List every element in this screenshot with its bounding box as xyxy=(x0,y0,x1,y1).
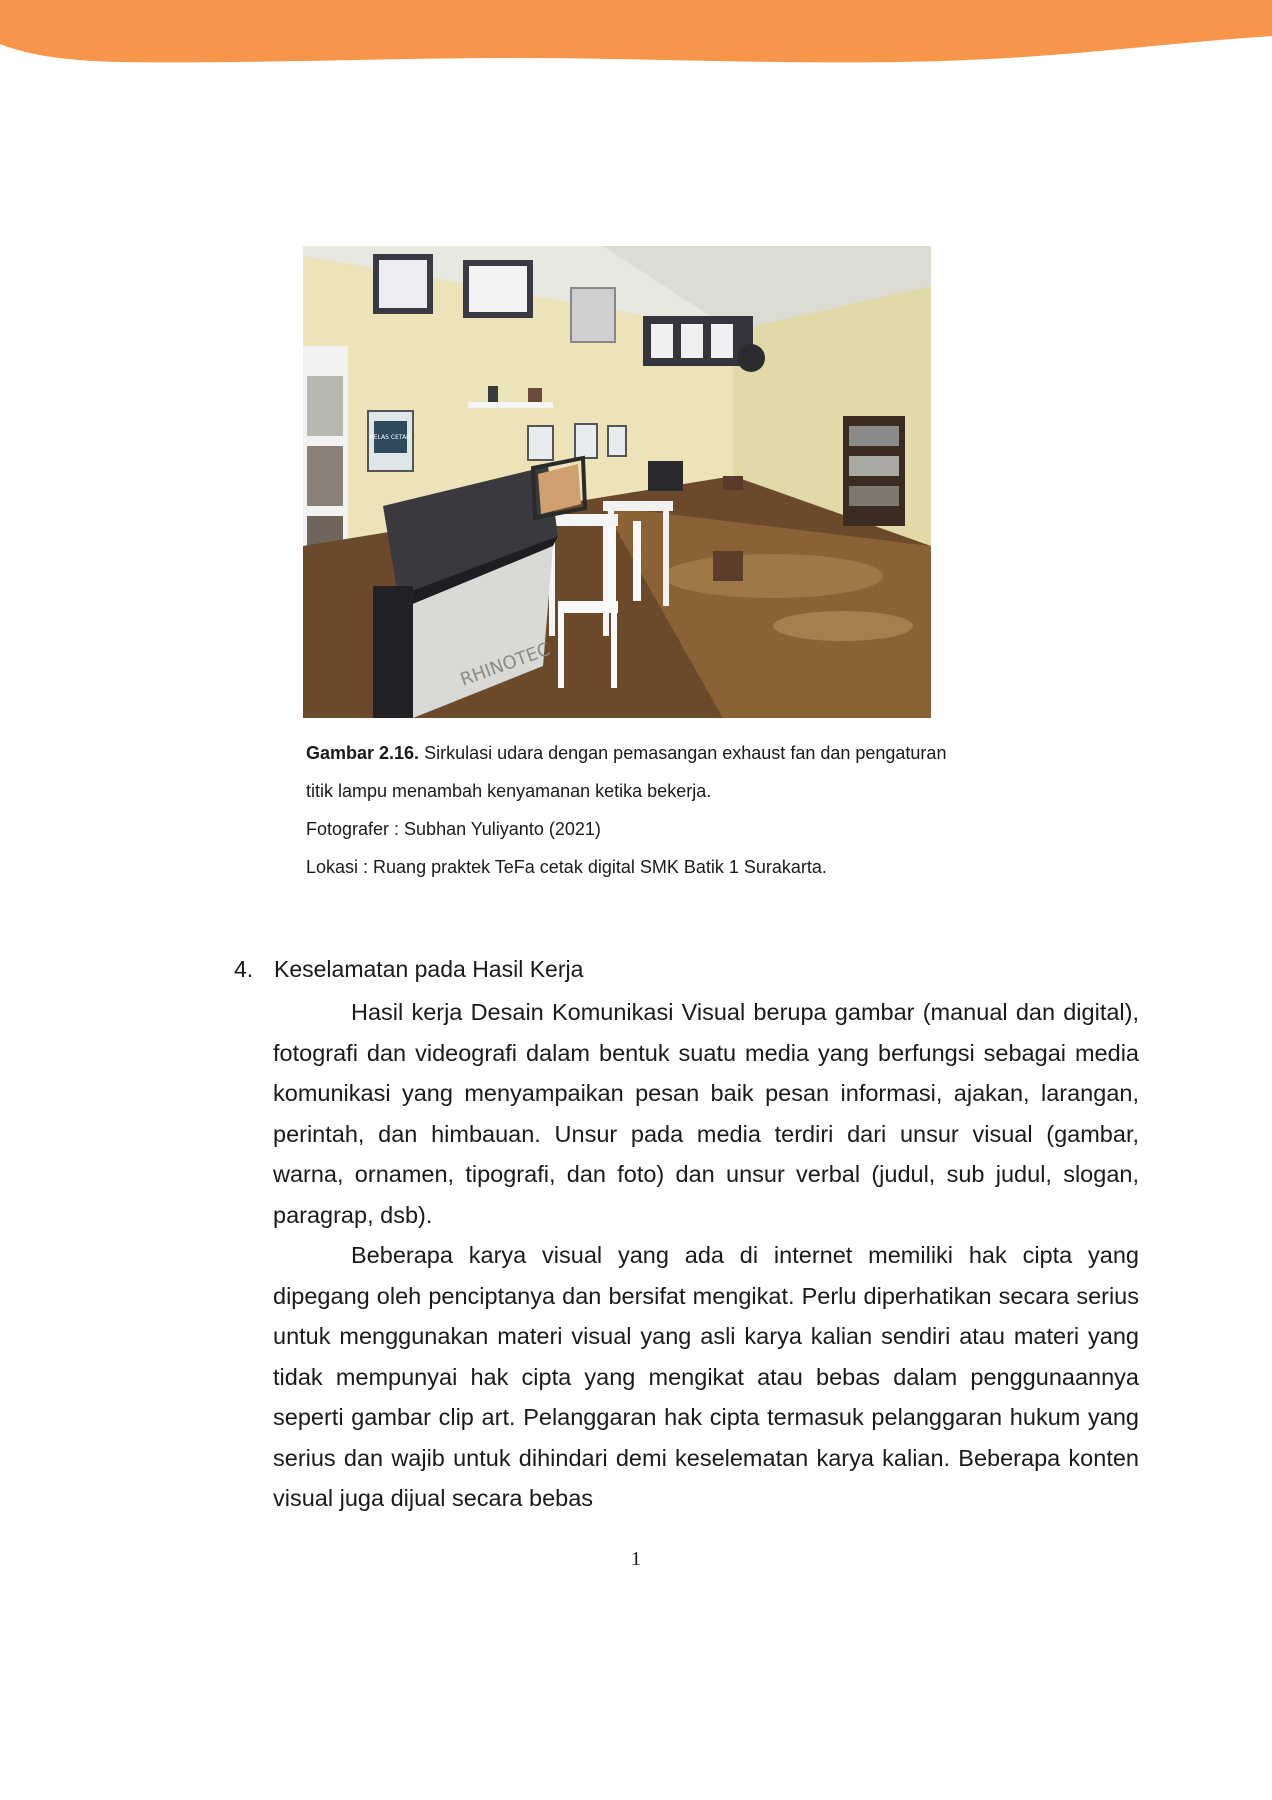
paragraph-2: Beberapa karya visual yang ada di internet memiliki hak cipta yang dipegang oleh penciptanya dan bersifat mengikat. Perlu diperhatikan secara serius untuk menggunakan materi visual yang asli karya kalian sendiri atau materi yang tidak mempunyai hak cipta yang mengikat atau bebas dalam penggunaannya seperti gambar clip art. Pelanggaran hak cipta termasuk pelanggaran hukum yang serius dan wajib untuk dihindari demi keselematan karya kalian. Beberapa konten visual juga dijual secara bebas xyxy=(273,1242,1139,1511)
page-number: 1 xyxy=(631,1548,641,1570)
caption-text-1: Sirkulasi udara dengan pemasangan exhaust fan dan pengaturan xyxy=(419,743,947,763)
section-title: Keselamatan pada Hasil Kerja xyxy=(274,956,584,982)
body-text xyxy=(273,992,1139,1519)
machine-brand-label: RHINOTEC xyxy=(457,638,553,691)
section-heading xyxy=(234,953,583,985)
caption-location: Lokasi : Ruang praktek TeFa cetak digital SMK Batik 1 Surakarta. xyxy=(306,857,827,877)
figure-caption xyxy=(306,734,1066,886)
photo-practice-room xyxy=(303,246,931,718)
paragraph-1: Hasil kerja Desain Komunikasi Visual berupa gambar (manual dan digital), fotografi dan videografi dalam bentuk suatu media yang berfungsi sebagai media komunikasi yang menyampaikan pesan baik pesan informasi, ajakan, larangan, perintah, dan himbauan. Unsur pada media terdiri dari unsur visual (gambar, warna, ornamen, tipografi, dan foto) dan unsur verbal (judul, sub judul, slogan, paragrap, dsb). xyxy=(273,999,1139,1228)
caption-photographer: Fotografer : Subhan Yuliyanto (2021) xyxy=(306,819,601,839)
caption-line-2: titik lampu menambah kenyamanan ketika bekerja. xyxy=(306,781,712,801)
poster-text: KELAS CETAK xyxy=(369,434,411,441)
header-wave-band xyxy=(0,0,1272,72)
section-number: 4. xyxy=(234,956,254,982)
caption-line-1 xyxy=(306,734,1066,772)
caption-label: Gambar 2.16. xyxy=(306,743,420,763)
